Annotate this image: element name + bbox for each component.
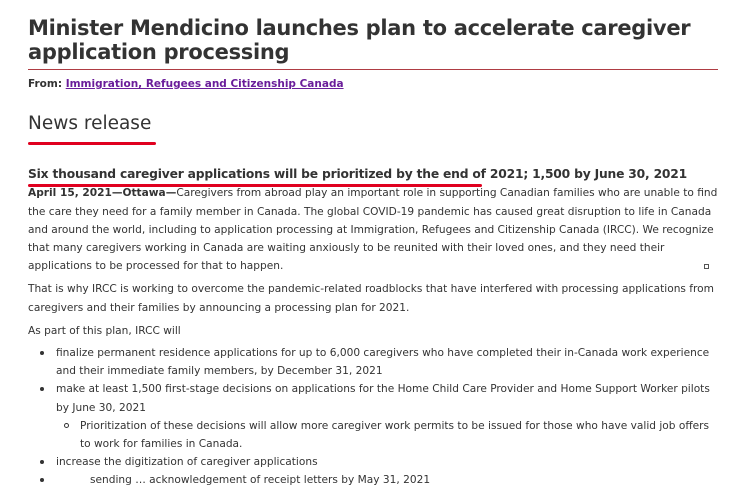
page-title: Minister Mendicino launches plan to accelerate caregiver application processing	[28, 16, 718, 70]
list-item-text: make at least 1,500 first-stage decisions on applications for the Home Child Care Provider and Home Support Worker pilots by June 30, 2021	[56, 383, 710, 414]
department-link[interactable]: Immigration, Refugees and Citizenship Canada	[65, 78, 344, 90]
plan-list	[28, 344, 718, 490]
list-item-cut	[50, 471, 718, 489]
cut-off-text: sending … acknowledgement of receipt letters by May 31, 2021	[90, 474, 431, 487]
section-heading: News release	[28, 113, 152, 134]
paragraph-intro	[28, 184, 718, 275]
sub-list-item: Prioritization of these decisions will allow more caregiver work permits to be issued for those who have valid job offers to work for families in Canada.	[74, 417, 718, 453]
article	[28, 0, 718, 490]
paragraph-plan: That is why IRCC is working to overcome the pandemic-related roadblocks that have interfered with processing applications from caregivers and their families by announcing a processing plan for 2021.	[28, 283, 714, 314]
small-square-marker	[704, 264, 709, 269]
from-label: From:	[28, 78, 63, 90]
list-item: finalize permanent residence applications for up to 6,000 caregivers who have completed their in-Canada work experience and their immediate family members, by December 31, 2021	[50, 344, 718, 380]
sub-list	[56, 417, 718, 453]
paragraph-as-part: As part of this plan, IRCC will	[28, 324, 181, 337]
dateline: April 15, 2021—Ottawa—	[28, 187, 177, 200]
from-line	[28, 78, 718, 90]
lead-annotation-underline	[28, 184, 482, 187]
paragraph-intro-text: Caregivers from abroad play an important role in supporting Canadian families who are unable to find the care they need for a family member in Canada. The global COVID-19 pandemic has caused great disruption to life in Canada and around the world, including to application processing at Immigration, Refugees and Citizenship Canada (IRCC). We recognize that many caregivers working in Canada are waiting anxiously to be reunited with their loved ones, and they need their applications to be processed for that to happen.	[28, 187, 718, 273]
list-item: increase the digitization of caregiver applications	[50, 453, 718, 471]
list-item	[50, 380, 718, 453]
lead-summary: Six thousand caregiver applications will be prioritized by the end of 2021; 1,500 by June 30, 2021	[28, 167, 687, 182]
heading-annotation-underline	[28, 142, 156, 145]
